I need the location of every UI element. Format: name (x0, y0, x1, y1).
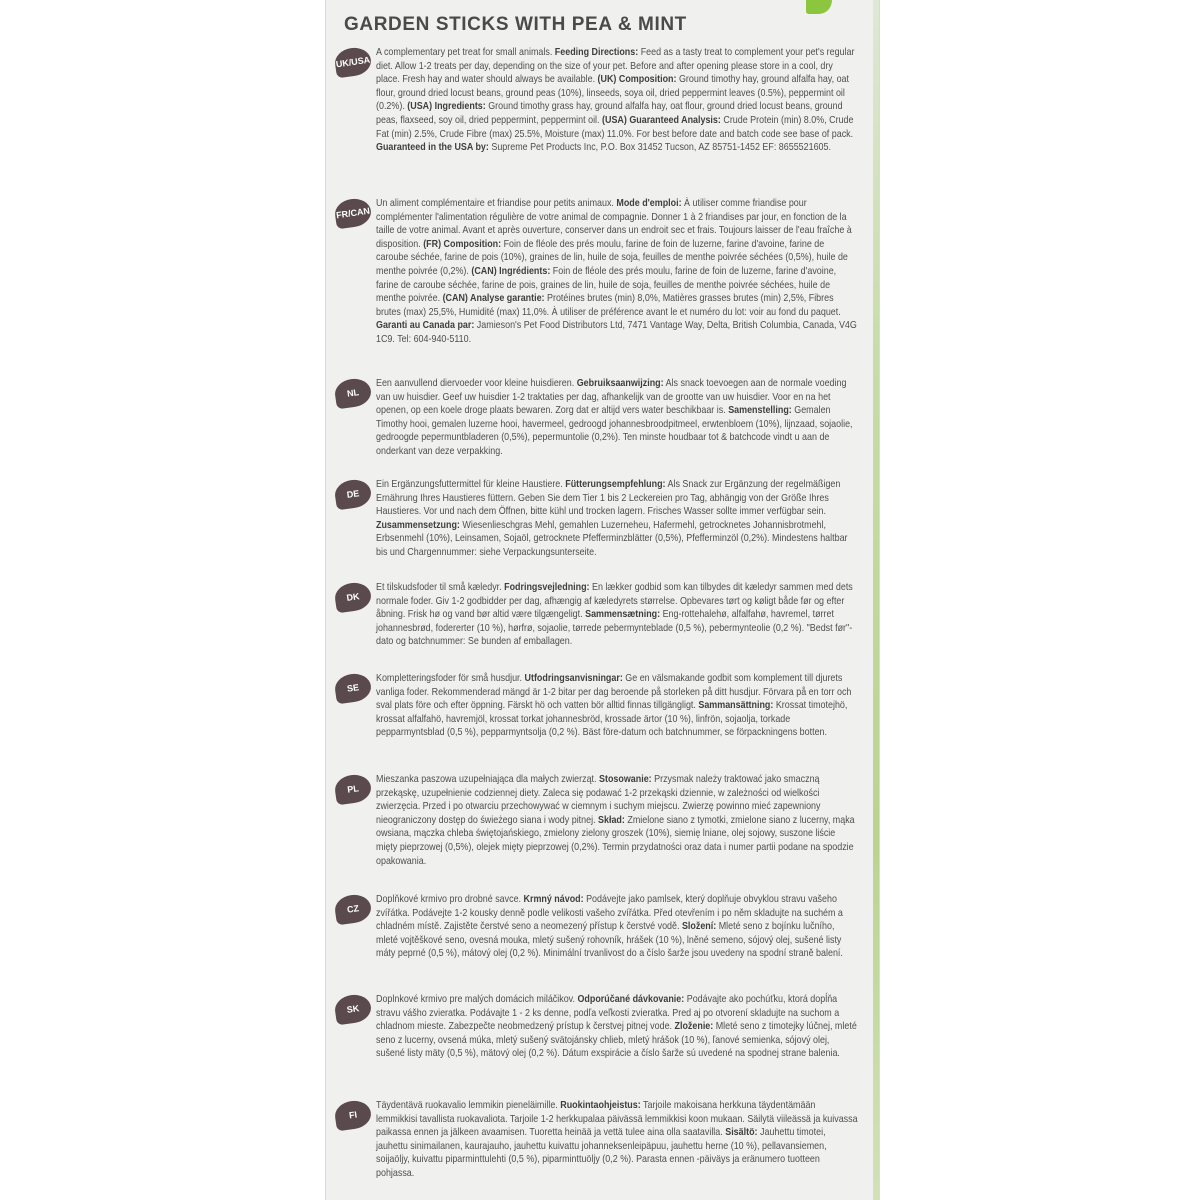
section-body: A complementary pet treat for small animals. (376, 47, 553, 58)
section-heading: Odporúčané dávkovanie: (577, 994, 685, 1005)
section-body: Crude Protein (min) 8.0%, Crude Fat (min) 2.5%, Crude Fibre (max) 25.5%, Moisture (max) 11.0%. For best before date and batch code see base of pack. (376, 114, 854, 140)
section-body: Zmielone siano z tymotki, zmielone siano z lucerny, mąka owsiana, mączka chleba świętojańskiego, zmielony zielony groszek (10%), siemię lniane, olej sojowy, suszone liście mięty pieprzowej (0,5%), olejek mięty pieprzowej (0,2%). Termin przydatności oraz data i numer partii podane na spodzie opakowania. (376, 814, 855, 867)
section-text (376, 46, 858, 155)
section-body: Krossat timotejhö, krossat alfalfahö, havremjöl, krossat torkat johannesbröd, krossade ärtor (10 %), linfrön, sojaolja, torkade pepparmyntsblad (0,5 %), pepparmyntsolja (0,2 %). Bäst före-datum och batchnummer, se förpackningens botten. (376, 700, 848, 739)
section-body: Foin de fléole des prés moulu, farine de foin de luzerne, farine d'avoine, farine de caroube séchée, farine de pois (10%), graines de lin, huile de soja, feuilles de menthe poivrée séchées (0,5%), huile de menthe poivrée (0,2%). (376, 238, 848, 277)
section-text (376, 893, 858, 961)
language-section-de (335, 478, 857, 560)
section-body: Eng-rottehalehø, alfalfahø, havremel, tørret johannesbrød, fodererter (10 %), hørfrø, sojaolie, tørrede pebermynteblade (0,5 %), pebermynteolie (0,2 %). "Bedst før"-dato og batchnummer: Se bunden af emballagen. (376, 609, 853, 648)
section-heading: Sisältö: (725, 1127, 758, 1139)
section-heading: Složení: (681, 921, 717, 933)
language-section-uk-usa (335, 46, 857, 155)
section-heading: Gebruiksaanwijzing: (576, 378, 664, 389)
section-body: Mleté seno z bojínku lučního, mleté vojtěškové seno, ovesná mouka, mletý sušený rohovník, hrášek (10 %), lněné semeno, sójový olej, sušené listy máty peprné (0,5 %), mátový olej (0,2 %). Minimální trvanlivost do a číslo šarže jsou uvedeny na spodní straně balení. (376, 921, 843, 960)
section-text (376, 581, 858, 649)
section-heading: Krmný návod: (523, 894, 584, 905)
section-body: Feed as a tasty treat to complement your pet's regular diet. Allow 1-2 treats per day, depending on the size of your pet. Before and after opening please store in a cool, dry place. Fresh hay and water should always be available. (376, 47, 855, 86)
language-section-nl (335, 377, 857, 459)
section-body: Foin de fléole des prés moulu, farine de foin de luzerne, farine d'avoine, farine de caroube séchée, farine de pois, graines de lin, huile de soja, feuilles de menthe poivrée séchées, huile de menthe poivrée. (376, 265, 837, 305)
section-body: Et tilskudsfoder til små kæledyr. (376, 582, 502, 593)
section-body: Mleté seno z timotejky lúčnej, mleté seno z lucerny, ovsená múka, mletý sušený svätojánsky chlieb, mletý hrášok (10 %), ľanové semienka, sójový olej, sušené listy mäty (0,5 %), mätový olej (0,2 %). Dátum exspirácie a číslo šarže sú uvedené na spodnej strane balenia. (376, 1021, 857, 1060)
language-section-cz (335, 893, 857, 961)
section-heading: Ruokintaohjeistus: (560, 1100, 641, 1111)
product-title: GARDEN STICKS WITH PEA & MINT (344, 14, 687, 35)
section-body: Un aliment complémentaire et friandise pour petits animaux. (376, 198, 614, 209)
section-heading: Feeding Directions: (554, 47, 639, 58)
section-body: Jamieson's Pet Food Distributors Ltd, 7471 Vantage Way, Delta, British Columbia, Canada, V4G 1C9. Tel: 604-940-5110. (376, 320, 857, 345)
section-body: En lækker godbid som kan tilbydes dit kæledyr sammen med dets normale foder. Giv 1-2 godbidder per dag, afhængig af kæledyrets størrelse. Opbevares tørt og køligt både før og efter åbning. Frisk hø og vand bør altid være tilgængeligt. (376, 582, 853, 621)
section-body: Ground timothy grass hay, ground alfalfa hay, oat flour, ground dried locust beans, ground peas, flaxseed, soy oil, dried peppermint, peppermint oil. (376, 101, 843, 126)
section-heading: (FR) Composition: (423, 238, 502, 250)
section-text (376, 672, 858, 740)
language-section-se (335, 672, 857, 740)
section-body: Als Snack zur Ergänzung der regelmäßigen Ernährung Ihres Haustieres füttern. Geben Sie dem Tier 1 bis 2 Leckereien pro Tag, abhängig von der Größe Ihres Haustieres. Vor und nach dem Öffnen, bitte kühl und trocken lagern. Frisches Wasser sollte immer verfügbar sein. (376, 479, 841, 518)
section-text (376, 377, 858, 459)
language-section-fi (335, 1099, 857, 1181)
section-body: Doplňkové krmivo pro drobné savce. (376, 894, 522, 905)
section-heading: (CAN) Analyse garantie: (442, 293, 545, 305)
section-body: Kompletteringsfoder för små husdjur. (376, 673, 523, 684)
section-body: Przysmak należy traktować jako smaczną przekąskę, uzupełnienie codziennej diety. Zaleca się podawać 1-2 przekąski dziennie, w zależności od wielkości zwierzęcia. Przed i po otwarciu przechowywać w ciemnym i suchym miejscu. Zwierzę powinno mieć zapewniony nieograniczony dostęp do świeżego siana i wody pitnej. (376, 774, 821, 826)
language-badge: NL (333, 377, 373, 410)
section-heading: Samenstelling: (728, 405, 792, 417)
section-body: Podávajte ako pochúťku, ktorá dopĺňa stravu vášho zvieratka. Podávajte 1 - 2 ks denne, podľa veľkosti zvieratka. Pred aj po otvorení skladujte na suchom a chladnom mieste. Zabezpečte neobmedzený prístup k čerstvej pitnej vode. (376, 994, 840, 1033)
section-body: Doplnkové krmivo pre malých domácich miláčikov. (376, 994, 575, 1005)
section-heading: Skład: (598, 814, 625, 826)
section-body: À utiliser comme friandise pour complémenter l'alimentation régulière de votre animal de compagnie. Donner 1 à 2 friandises par jour, en fonction de la taille de votre animal. Avant et après ouverture, conserver dans un endroit sec et frais. Toujours laisser de l'eau fraîche à disposition. (376, 198, 852, 250)
section-heading: Fodringsvejledning: (504, 582, 590, 593)
section-text (376, 197, 858, 347)
green-edge-strip (873, 0, 879, 1200)
section-body: Als snack toevoegen aan de normale voeding van uw huisdier. Geef uw huisdier 1-2 traktaties per dag, afhankelijk van de grootte van uw huisdier. Voor en na het openen, op een koele droge plaats bewaren. Zorg dat er altijd vers water beschikbaar is. (376, 378, 847, 417)
section-heading: Sammensætning: (585, 609, 661, 621)
section-heading: (UK) Composition: (597, 74, 677, 86)
language-badge: FR/CAN (333, 197, 373, 230)
section-heading: Mode d'emploi: (616, 198, 682, 209)
section-text (376, 478, 858, 560)
section-heading: Fütterungsempfehlung: (565, 479, 666, 490)
section-body: Gemalen Timothy hooi, gemalen luzerne hooi, havermeel, gedroogd johannesbroodpitmeel, erwtenbloem (10%), lijnzaad, sojaolie, gedroogde pepermuntbladeren (0,5%), pepermuntolie (0,2%). Ten minste houdbaar tot & batchcode vindt u aan de onderkant van deze verpakking. (376, 405, 853, 457)
language-section-dk (335, 581, 857, 649)
section-body: Täydentävä ruokavalio lemmikin pieneläimille. (376, 1100, 558, 1111)
section-text (376, 1099, 858, 1181)
section-heading: Stosowanie: (599, 774, 652, 785)
section-body: Tarjoile makoisana herkkuna täydentämään lemmikkisi tavallista ruokavaliota. Tarjoile 1-2 herkkupalaa päivässä lemmikkisi koon mukaan. Säilytä viileässä ja kuivassa paikassa ennen ja jälkeen avaamisen. Tuoretta heinää ja vettä tulee aina olla saatavilla. (376, 1100, 858, 1139)
section-body: Een aanvullend diervoeder voor kleine huisdieren. (376, 378, 575, 389)
language-section-fr-can (335, 197, 857, 347)
section-heading: Utfodringsanvisningar: (524, 673, 623, 684)
section-body: Ge en välsmakande godbit som komplement till djurets vanliga foder. Rekommenderad mängd är 1-2 bitar per dag beroende på storleken på ditt husdjur. Förvara på en torr och sval plats före och efter öppning. Färskt hö och vatten bör alltid finnas tillgängligt. (376, 673, 852, 712)
section-heading: Sammansättning: (698, 700, 774, 712)
language-section-pl (335, 773, 857, 868)
section-body: Supreme Pet Products Inc, P.O. Box 31452 Tucson, AZ 85751-1452 EF: 8655521605. (491, 142, 831, 154)
language-badge: FI (333, 1099, 373, 1132)
section-heading: Zusammensetzung: (376, 519, 460, 531)
language-badge: UK/USA (333, 46, 373, 79)
language-badge: CZ (333, 893, 373, 926)
section-text (376, 773, 858, 868)
language-badge: DK (333, 581, 373, 614)
language-badge: SK (333, 993, 373, 1026)
section-heading: (USA) Guaranteed Analysis: (602, 114, 721, 126)
language-badge: PL (333, 773, 373, 806)
section-heading: (CAN) Ingrédients: (471, 265, 551, 277)
section-body: Jauhettu timotei, jauhettu sinimailanen, kaurajauho, jauhettu kuivattu johanneksenleipäpuu, jauhettu herne (10 %), pellavansiemen, soijaöljy, kuivattu piparminttulehti (0,5 %), piparminttuöljy (0,2 %). Parasta ennen -päiväys ja eränumero tuotteen pohjassa. (376, 1127, 827, 1179)
section-heading: (USA) Ingredients: (407, 101, 486, 113)
section-body: Mieszanka paszowa uzupełniająca dla małych zwierząt. (376, 774, 597, 785)
section-heading: Zloženie: (674, 1021, 714, 1033)
section-body: Ein Ergänzungsfuttermittel für kleine Haustiere. (376, 479, 563, 490)
language-badge: DE (333, 478, 373, 511)
language-badge: SE (333, 672, 373, 705)
section-heading: Guaranteed in the USA by: (376, 142, 489, 154)
section-body: Ground timothy hay, ground alfalfa hay, oat flour, ground dried locust beans, ground peas (10%), linseeds, soya oil, dried peppermint leaves (0.5%), peppermint oil (0.2%). (376, 74, 849, 113)
section-body: Podávejte jako pamlsek, který doplňuje obvyklou stravu vašeho zvířátka. Podávejte 1-2 kousky denně podle velikosti vašeho zvířátka. Před otevřením i po něm skladujte na suchém a chladném místě. Zajistěte čerstvé seno a neomezený přístup k čerstvé vodě. (376, 894, 843, 933)
section-text (376, 993, 858, 1061)
section-body: Wiesenlieschgras Mehl, gemahlen Luzerneheu, Hafermehl, getrocknetes Johannisbrotmehl, Erbsenmehl (10%), Leinsamen, Sojaöl, getrocknete Pfefferminzblätter (0,5%), Pfefferminzöl (0,2%). Mindestens haltbar bis und Chargennummer: siehe Verpackungsunterseite. (376, 519, 848, 558)
section-heading: Garanti au Canada par: (376, 320, 475, 332)
section-body: Protéines brutes (min) 8,0%, Matières grasses brutes (min) 2,5%, Fibres brutes (max) 25,5%, Humidité (max) 11,0%. À utiliser de préférence avant le et numéro du lot: voir au fond du paquet. (376, 293, 841, 318)
language-section-sk (335, 993, 857, 1061)
